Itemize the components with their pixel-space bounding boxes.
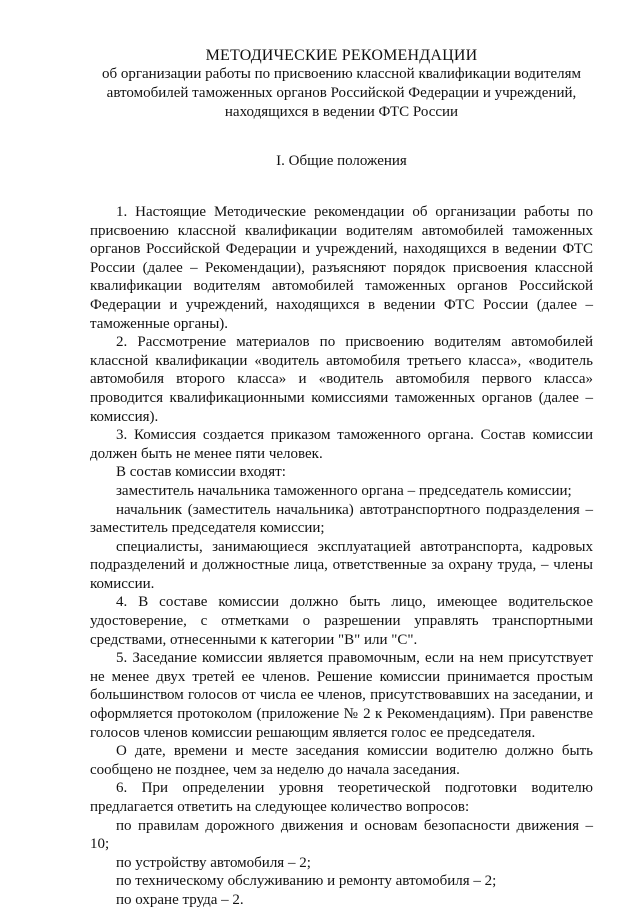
document-subtitle-line-2: автомобилей таможенных органов Российской Федерации и учреждений, [106, 85, 577, 101]
paragraph-members: специалисты, занимающиеся эксплуатацией автотранспорта, кадровых подразделений и должностные лица, ответственные за охрану труда, – члены комиссии. [90, 538, 593, 592]
paragraph-5: 5. Заседание комиссии является правомочным, если на нем присутствует не менее двух третей ее членов. Решение комиссии принимается простым большинством голосов от числа ее членов, присутствовавших на заседании, и оформляется протоколом (приложение № 2 к Рекомендациям). При равенстве голосов членов комиссии решающим является голос ее председателя. [90, 650, 593, 741]
paragraph-3: 3. Комиссия создается приказом таможенного органа. Состав комиссии должен быть не менее пяти человек. [90, 427, 593, 462]
paragraph-4: 4. В составе комиссии должно быть лицо, имеющее водительское удостоверение, с отметками о разрешении управлять транспортными средствами, отнесенными к категории "В" или "С". [90, 594, 593, 648]
paragraph-1: 1. Настоящие Методические рекомендации об организации работы по присвоению классной квалификации водителям автомобилей таможенных органов Российской Федерации и учреждений, находящихся в ведении ФТС России (далее – Рекомендации), разъясняют порядок присвоения классной квалификации водителям автомобилей таможенных органов Российской Федерации и учреждений, находящихся в ведении ФТС России (далее – таможенные органы). [90, 204, 593, 332]
document-subtitle-line-1: об организации работы по присвоению классной квалификации водителям [101, 66, 582, 82]
document-page [90, 46, 593, 910]
paragraph-chairman: заместитель начальника таможенного органа – председатель комиссии; [116, 482, 572, 499]
section-heading: I. Общие положения [276, 153, 407, 169]
paragraph-2: 2. Рассмотрение материалов по присвоению водителям автомобилей классной квалификации «водитель автомобиля третьего класса», «водитель автомобиля второго класса» и «водитель автомобиля первого класса» проводится квалификационными комиссиями таможенных органов (далее – комиссия). [90, 334, 593, 425]
paragraph-deputy-chairman: начальник (заместитель начальника) автотранспортного подразделения – заместитель председателя комиссии; [90, 501, 593, 537]
paragraph-6: 6. При определении уровня теоретической подготовки водителю предлагается ответить на следующее количество вопросов: [90, 780, 593, 815]
list-item-labor-safety: по охране труда – 2. [116, 891, 244, 908]
document-subtitle-line-3: находящихся в ведении ФТС России [224, 104, 459, 120]
list-item-vehicle-design: по устройству автомобиля – 2; [116, 854, 311, 871]
paragraph-composition-intro: В состав комиссии входят: [116, 464, 286, 481]
list-item-traffic-rules: по правилам дорожного движения и основам безопасности движения – 10; [90, 817, 593, 853]
list-item-maintenance: по техническому обслуживанию и ремонту автомобиля – 2; [116, 873, 497, 890]
paragraph-notice: О дате, времени и месте заседания комиссии водителю должно быть сообщено не позднее, чем за неделю до начала заседания. [90, 743, 593, 778]
document-title: МЕТОДИЧЕСКИЕ РЕКОМЕНДАЦИИ [205, 47, 478, 64]
